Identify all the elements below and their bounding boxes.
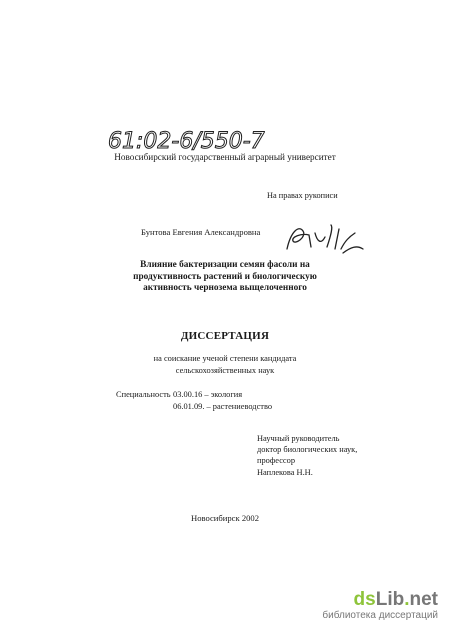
- watermark-subtitle: библиотека диссертаций: [322, 610, 438, 621]
- degree-line: сельскохозяйственных наук: [175, 365, 275, 375]
- city-year: Новосибирск 2002: [190, 513, 260, 523]
- dslib-logo: [322, 590, 438, 610]
- supervisor-line: Наплекова Н.Н.: [257, 467, 313, 477]
- thesis-title-line: продуктивность растений и биологическую: [133, 271, 317, 282]
- supervisor-line: Научный руководитель: [257, 434, 340, 443]
- dslib-watermark: [322, 590, 438, 621]
- degree-line: на соискание ученой степени кандидата: [153, 354, 297, 363]
- logo-dot: .: [404, 589, 410, 610]
- logo-net: net: [409, 589, 438, 610]
- supervisor-line: доктор биологических наук,: [257, 445, 358, 455]
- specialty-code: 06.01.09. – растениеводство: [173, 401, 273, 411]
- author-name: Бунтова Евгения Александровна: [141, 227, 261, 237]
- supervisor-block: [257, 433, 357, 478]
- svg-text:61:02-6/550-7: 61:02-6/550-7: [108, 129, 265, 154]
- specialty-block: [116, 389, 272, 412]
- document-type: ДИССЕРТАЦИЯ: [180, 330, 270, 342]
- supervisor-line: профессор: [257, 456, 296, 466]
- logo-lib: Lib: [375, 589, 405, 610]
- rights-note: На правах рукописи: [267, 191, 338, 200]
- specialty-label: Специальность: [116, 390, 171, 399]
- degree-statement: [80, 353, 370, 376]
- thesis-title-line: активность чернозема выщелоченного: [143, 283, 307, 294]
- thesis-title-line: Влияние бактеризации семян фасоли на: [140, 260, 310, 270]
- thesis-title: [80, 260, 370, 295]
- university-name: Новосибирский государственный аграрный университет: [114, 152, 336, 162]
- logo-ds: ds: [353, 589, 376, 610]
- handwritten-signature: [281, 219, 365, 259]
- specialty-code: 03.00.16 – экология: [173, 390, 243, 399]
